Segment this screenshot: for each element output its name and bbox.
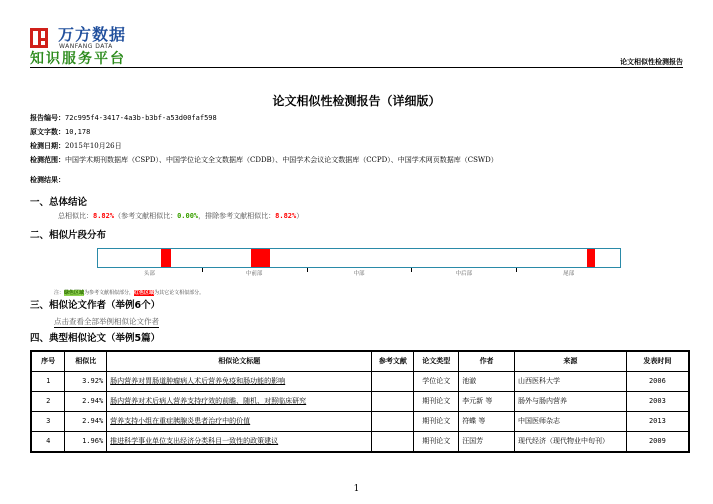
similarity-distribution-bar xyxy=(97,248,621,268)
column-header: 发表时间 xyxy=(626,351,689,372)
view-all-authors-link[interactable]: 点击查看全部举例相似论文作者 xyxy=(54,317,159,326)
table-cell: 池澈 xyxy=(459,372,515,392)
check-date: 检测日期：2015年10月26日 xyxy=(30,142,122,150)
table-cell: 1 xyxy=(31,372,65,392)
logo-subtext: WANFANG DATA xyxy=(59,43,113,50)
distribution-tick xyxy=(516,268,517,272)
table-cell: 3 xyxy=(31,412,65,432)
distribution-note: 注：绿色区域为参考文献相似部分，红色区域为其它论文相似部分。 xyxy=(54,290,205,296)
table-cell: 期刊论文 xyxy=(414,412,459,432)
column-header: 相似比 xyxy=(65,351,107,372)
header-title: 论文相似性检测报告 xyxy=(620,58,683,66)
table-cell: 现代经济（现代物业中旬刊） xyxy=(514,432,626,453)
table-cell: 中国医师杂志 xyxy=(514,412,626,432)
platform-name: 知识服务平台 xyxy=(30,51,126,67)
column-header: 相似论文标题 xyxy=(107,351,372,372)
page-number: 1 xyxy=(353,484,360,494)
logo-mark-icon xyxy=(30,28,48,48)
logo-text: 万方数据 xyxy=(58,25,127,44)
paper-title-link[interactable]: 营养支持小组在重症胰腺炎患者治疗中的价值 xyxy=(107,412,372,432)
paper-title-link[interactable]: 肠内营养对胃肠道肿瘤病人术后营养免疫和肠功能的影响 xyxy=(107,372,372,392)
table-cell: 1.96% xyxy=(65,432,107,453)
column-header: 序号 xyxy=(31,351,65,372)
table-cell xyxy=(372,392,414,412)
check-result-label: 检测结果： xyxy=(30,176,65,184)
check-scope: 检测范围：中国学术期刊数据库（CSPD）、中国学位论文全文数据库（CDDB）、中国学术会议论文数据库（CCPD）、中国学术网页数据库（CSWD） xyxy=(30,156,498,164)
report-number: 报告编号：72c995f4-3417-4a3b-b3bf-a53d00faf598 xyxy=(30,114,217,122)
paper-title-link[interactable]: 推进科学事业单位支出经济分类科目一致性的政策建议 xyxy=(107,432,372,453)
header-divider xyxy=(30,67,683,68)
table-cell: 2009 xyxy=(626,432,689,453)
similar-segment xyxy=(161,249,171,267)
table-row xyxy=(31,432,689,453)
section-distribution: 二、相似片段分布 xyxy=(30,230,107,241)
distribution-label: 中后部 xyxy=(455,271,473,277)
word-count: 原文字数：10,178 xyxy=(30,128,91,136)
table-row xyxy=(31,392,689,412)
section-authors: 三、相似论文作者（举例6个） xyxy=(30,300,161,311)
similar-papers-table xyxy=(30,350,690,453)
similarity-summary: 总相似比：8.82%（参考文献相似比：0.00%，排除参考文献相似比：8.82%） xyxy=(58,212,304,220)
paper-title-link[interactable]: 肠内营养对术后病人营养支持疗效的前瞻、随机、对照临床研究 xyxy=(107,392,372,412)
distribution-label: 中部 xyxy=(353,271,365,277)
section-overall: 一、总体结论 xyxy=(30,197,88,208)
distribution-label: 头部 xyxy=(143,271,155,277)
table-cell: 3.92% xyxy=(65,372,107,392)
table-cell: 期刊论文 xyxy=(414,392,459,412)
distribution-label: 尾部 xyxy=(563,271,575,277)
table-cell: 2 xyxy=(31,392,65,412)
table-cell xyxy=(372,412,414,432)
column-header: 来源 xyxy=(514,351,626,372)
page-title: 论文相似性检测报告（详细版） xyxy=(272,94,441,108)
similar-segment xyxy=(587,249,595,267)
distribution-tick xyxy=(307,268,308,272)
table-cell: 2006 xyxy=(626,372,689,392)
table-row xyxy=(31,372,689,392)
column-header: 作者 xyxy=(459,351,515,372)
distribution-tick xyxy=(411,268,412,272)
table-cell: 学位论文 xyxy=(414,372,459,392)
column-header: 参考文献 xyxy=(372,351,414,372)
table-cell: 2013 xyxy=(626,412,689,432)
table-cell: 2.94% xyxy=(65,412,107,432)
distribution-label: 中前部 xyxy=(245,271,263,277)
table-cell: 2003 xyxy=(626,392,689,412)
table-cell: 肠外与肠内营养 xyxy=(514,392,626,412)
table-row xyxy=(31,412,689,432)
table-cell: 李元新 等 xyxy=(459,392,515,412)
table-cell: 期刊论文 xyxy=(414,432,459,453)
table-cell: 汪国芳 xyxy=(459,432,515,453)
column-header: 论文类型 xyxy=(414,351,459,372)
table-cell xyxy=(372,432,414,453)
distribution-tick xyxy=(202,268,203,272)
table-cell: 4 xyxy=(31,432,65,453)
table-cell: 符蝶 等 xyxy=(459,412,515,432)
wanfang-logo xyxy=(30,26,150,50)
similar-segment xyxy=(251,249,270,267)
table-cell xyxy=(372,372,414,392)
table-cell: 2.94% xyxy=(65,392,107,412)
section-papers: 四、典型相似论文（举例5篇） xyxy=(30,333,161,344)
table-cell: 山西医科大学 xyxy=(514,372,626,392)
